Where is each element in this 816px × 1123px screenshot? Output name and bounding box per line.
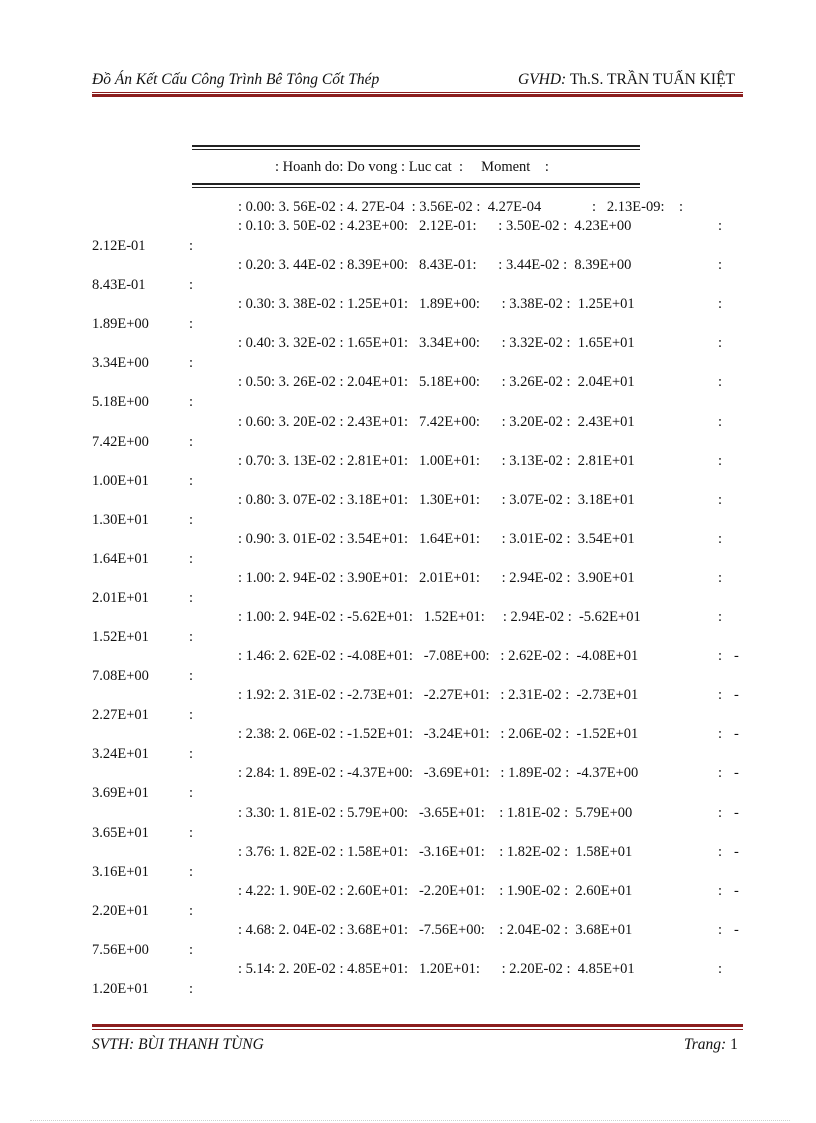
table-row-dash: - — [734, 726, 739, 742]
footer-rule-thin — [92, 1029, 743, 1030]
table-row-values: : 1.46: 2. 62E-02 : -4.08E+01: -7.08E+00: : 2.62E-02 : -4.08E+01 — [238, 648, 639, 664]
table-row-values: : 4.68: 2. 04E-02 : 3.68E+01: -7.56E+00: : 2.04E-02 : 3.68E+01 — [238, 922, 633, 938]
table-row-moment-colon: : — [189, 825, 194, 841]
table-row-moment: 5.18E+00 — [92, 394, 149, 410]
table-row-end-colon: : — [718, 687, 723, 703]
page-label: Trang: — [684, 1036, 727, 1053]
table-rule-bottom-thin — [192, 187, 640, 188]
table-row-values: : 1.00: 2. 94E-02 : 3.90E+01: 2.01E+01: : 2.94E-02 : 3.90E+01 — [238, 570, 635, 586]
table-row-values: : 0.40: 3. 32E-02 : 1.65E+01: 3.34E+00: : 3.32E-02 : 1.65E+01 — [238, 335, 635, 351]
document-title: Đồ Án Kết Cấu Công Trình Bê Tông Cốt Thép — [92, 71, 380, 88]
table-row-values: : 2.84: 1. 89E-02 : -4.37E+00: -3.69E+01: : 1.89E-02 : -4.37E+00 — [238, 765, 639, 781]
table-row-moment-colon: : — [189, 590, 194, 606]
table-row-values: : 3.30: 1. 81E-02 : 5.79E+00: -3.65E+01: : 1.81E-02 : 5.79E+00 — [238, 805, 633, 821]
table-row-values: : 0.10: 3. 50E-02 : 4.23E+00: 2.12E-01: : 3.50E-02 : 4.23E+00 — [238, 218, 632, 234]
table-row-moment: 2.27E+01 — [92, 707, 149, 723]
table-row-moment-colon: : — [189, 785, 194, 801]
table-row-end-colon: : — [718, 218, 723, 234]
table-header: : Hoanh do: Do vong : Luc cat : Moment : — [275, 159, 549, 175]
table-row-end-colon: : — [718, 922, 723, 938]
table-row-moment-colon: : — [189, 551, 194, 567]
table-row-values: : 3.76: 1. 82E-02 : 1.58E+01: -3.16E+01: : 1.82E-02 : 1.58E+01 — [238, 844, 633, 860]
table-row-moment: 1.20E+01 — [92, 981, 149, 997]
table-row-values: : 1.92: 2. 31E-02 : -2.73E+01: -2.27E+01: : 2.31E-02 : -2.73E+01 — [238, 687, 639, 703]
table-row-moment: 7.42E+00 — [92, 434, 149, 450]
table-row-values: : 0.60: 3. 20E-02 : 2.43E+01: 7.42E+00: : 3.20E-02 : 2.43E+01 — [238, 414, 635, 430]
table-row-moment-colon: : — [189, 238, 194, 254]
table-row-moment-colon: : — [189, 434, 194, 450]
table-row-moment-colon: : — [189, 981, 194, 997]
table-row-moment-colon: : — [189, 864, 194, 880]
table-row-dash: - — [734, 922, 739, 938]
student-name: SVTH: BÙI THANH TÙNG — [92, 1036, 264, 1053]
table-row-moment-colon: : — [189, 316, 194, 332]
table-row-dash: - — [734, 648, 739, 664]
table-row-end-colon: : — [718, 765, 723, 781]
supervisor-name: Th.S. TRẦN TUẤN KIỆT — [566, 71, 736, 88]
table-row-values: : 4.22: 1. 90E-02 : 2.60E+01: -2.20E+01: : 1.90E-02 : 2.60E+01 — [238, 883, 633, 899]
table-row-dash: - — [734, 844, 739, 860]
supervisor-label: GVHD: — [518, 71, 567, 88]
table-row-end-colon: : — [718, 453, 723, 469]
header-rule — [92, 94, 743, 97]
table-row-moment-colon: : — [189, 277, 194, 293]
table-row-end-colon: : — [718, 296, 723, 312]
table-row-moment-colon: : — [189, 473, 194, 489]
table-row-moment-colon: : — [189, 668, 194, 684]
table-row-dash: - — [734, 687, 739, 703]
table-row-moment-colon: : — [189, 942, 194, 958]
table-row-end-colon: : — [718, 609, 723, 625]
table-row-moment: 7.56E+00 — [92, 942, 149, 958]
table-row-moment: 3.65E+01 — [92, 825, 149, 841]
table-row-values: : 0.80: 3. 07E-02 : 3.18E+01: 1.30E+01: : 3.07E-02 : 3.18E+01 — [238, 492, 635, 508]
table-row-moment-colon: : — [189, 394, 194, 410]
table-row-dash: - — [734, 765, 739, 781]
table-row-values: : 0.90: 3. 01E-02 : 3.54E+01: 1.64E+01: : 3.01E-02 : 3.54E+01 — [238, 531, 635, 547]
table-row-moment-colon: : — [189, 512, 194, 528]
table-row-values: : 1.00: 2. 94E-02 : -5.62E+01: 1.52E+01: : 2.94E-02 : -5.62E+01 — [238, 609, 641, 625]
table-row-moment: 3.16E+01 — [92, 864, 149, 880]
table-row-end-colon: : — [718, 531, 723, 547]
table-row-end-colon: : — [718, 726, 723, 742]
table-rule-top-thin — [192, 149, 640, 150]
table-row-moment: 7.08E+00 — [92, 668, 149, 684]
table-row-moment: 1.00E+01 — [92, 473, 149, 489]
table-row-moment: 1.30E+01 — [92, 512, 149, 528]
table-row-values: : 5.14: 2. 20E-02 : 4.85E+01: 1.20E+01: : 2.20E-02 : 4.85E+01 — [238, 961, 635, 977]
table-row-moment: 2.01E+01 — [92, 590, 149, 606]
table-rule-bottom — [192, 183, 640, 185]
table-row-end-colon: : — [718, 335, 723, 351]
table-row-moment: 3.24E+01 — [92, 746, 149, 762]
table-row-values: : 0.30: 3. 38E-02 : 1.25E+01: 1.89E+00: : 3.38E-02 : 1.25E+01 — [238, 296, 635, 312]
table-row-end-colon: : — [718, 492, 723, 508]
table-rule-top — [192, 145, 640, 147]
page-value: 1 — [726, 1036, 738, 1053]
table-row-end-colon: : — [718, 844, 723, 860]
table-row-moment: 2.20E+01 — [92, 903, 149, 919]
header-rule-top — [92, 92, 743, 93]
table-row-end-colon: : — [718, 257, 723, 273]
table-row-end-colon: : — [718, 414, 723, 430]
table-row-end-colon: : — [718, 374, 723, 390]
table-row-moment: 8.43E-01 — [92, 277, 146, 293]
table-row-values: : 0.70: 3. 13E-02 : 2.81E+01: 1.00E+01: : 3.13E-02 : 2.81E+01 — [238, 453, 635, 469]
table-row-dash: - — [734, 805, 739, 821]
table-row-end-colon: : — [718, 805, 723, 821]
table-row-moment-colon: : — [189, 629, 194, 645]
table-row-moment: 1.52E+01 — [92, 629, 149, 645]
table-row-dash: - — [734, 883, 739, 899]
table-row-moment: 3.69E+01 — [92, 785, 149, 801]
page-edge — [30, 1120, 790, 1121]
footer-rule — [92, 1024, 743, 1027]
supervisor — [518, 72, 735, 88]
table-row-moment: 2.12E-01 — [92, 238, 146, 254]
table-row-first: : 0.00: 3. 56E-02 : 4. 27E-04 : 3.56E-02 : 4.27E-04 : 2.13E-09: : — [238, 199, 684, 215]
page-number — [684, 1037, 738, 1053]
table-row-moment-colon: : — [189, 355, 194, 371]
table-row-moment: 1.64E+01 — [92, 551, 149, 567]
table-row-end-colon: : — [718, 961, 723, 977]
table-row-moment-colon: : — [189, 903, 194, 919]
table-row-values: : 0.20: 3. 44E-02 : 8.39E+00: 8.43E-01: : 3.44E-02 : 8.39E+00 — [238, 257, 632, 273]
table-row-moment-colon: : — [189, 707, 194, 723]
table-row-moment-colon: : — [189, 746, 194, 762]
table-row-values: : 0.50: 3. 26E-02 : 2.04E+01: 5.18E+00: : 3.26E-02 : 2.04E+01 — [238, 374, 635, 390]
table-row-moment: 1.89E+00 — [92, 316, 149, 332]
table-row-values: : 2.38: 2. 06E-02 : -1.52E+01: -3.24E+01: : 2.06E-02 : -1.52E+01 — [238, 726, 639, 742]
table-row-moment: 3.34E+00 — [92, 355, 149, 371]
table-row-end-colon: : — [718, 883, 723, 899]
table-row-end-colon: : — [718, 648, 723, 664]
table-row-end-colon: : — [718, 570, 723, 586]
